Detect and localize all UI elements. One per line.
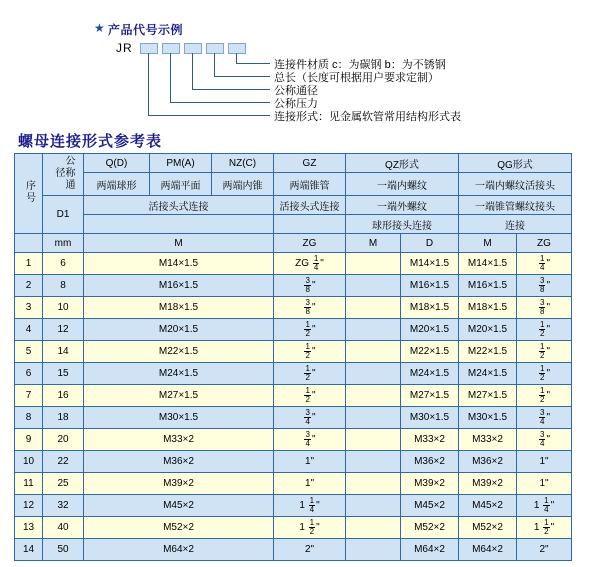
header-taper-pipe-thread: 一端锥管螺纹接头 bbox=[459, 196, 572, 215]
code-prefix: JR bbox=[116, 41, 133, 55]
cell-qg-zg: 1" bbox=[517, 451, 572, 473]
cell-qg-m: M18×1.5 bbox=[459, 297, 517, 319]
header-index: 序号 bbox=[15, 154, 43, 234]
header-group-gz: GZ bbox=[274, 154, 346, 173]
cell-gz-zg: $\frac{3}{4}$ " bbox=[274, 407, 346, 429]
cell-qg-zg: $\frac{1}{2}$ " bbox=[517, 319, 572, 341]
cell-q-m: M52×2 bbox=[84, 517, 274, 539]
cell-dn: 16 bbox=[43, 385, 84, 407]
legend-label-nominal-pressure: 公称压力 bbox=[274, 98, 318, 110]
cell-qg-m: M22×1.5 bbox=[459, 341, 517, 363]
cell-index: 4 bbox=[15, 319, 43, 341]
cell-q-m: M36×2 bbox=[84, 451, 274, 473]
header-group-qz: QZ形式 bbox=[346, 154, 459, 173]
header-unit-qg-m: M bbox=[459, 234, 517, 253]
cell-dn: 18 bbox=[43, 407, 84, 429]
table-body bbox=[15, 253, 572, 561]
product-code-legend bbox=[0, 0, 600, 130]
cell-qz-m bbox=[346, 253, 401, 275]
header-row-5 bbox=[15, 234, 572, 253]
cell-q-m: M16×1.5 bbox=[84, 275, 274, 297]
header-unit-qz-m: M bbox=[346, 234, 401, 253]
cell-qg-m: M14×1.5 bbox=[459, 253, 517, 275]
legend-label-connection-type: 连接形式：见金属软管常用结构形式表 bbox=[274, 111, 461, 123]
cell-gz-zg: $\frac{1}{2}$ " bbox=[274, 341, 346, 363]
header-group-nz: NZ(C) bbox=[212, 154, 274, 173]
code-blank-2 bbox=[162, 43, 180, 54]
header-group-q: Q(D) bbox=[84, 154, 150, 173]
cell-dn: 8 bbox=[43, 275, 84, 297]
cell-gz-zg: $\frac{1}{2}$ " bbox=[274, 363, 346, 385]
cell-qg-m: M64×2 bbox=[459, 539, 517, 561]
header-group-qg: QG形式 bbox=[459, 154, 572, 173]
cell-index: 8 bbox=[15, 407, 43, 429]
code-blank-5 bbox=[228, 43, 246, 54]
table-row bbox=[15, 473, 572, 495]
cell-qz-d: M14×1.5 bbox=[401, 253, 459, 275]
cell-index: 12 bbox=[15, 495, 43, 517]
table-row bbox=[15, 253, 572, 275]
header-external-thread: 一端外螺纹 bbox=[346, 196, 459, 215]
header-unit-mm: mm bbox=[43, 234, 84, 253]
cell-index: 11 bbox=[15, 473, 43, 495]
cell-index: 5 bbox=[15, 341, 43, 363]
cell-qz-m bbox=[346, 385, 401, 407]
cell-qz-d: M20×1.5 bbox=[401, 319, 459, 341]
header-unit-qg-zg: ZG bbox=[517, 234, 572, 253]
cell-index: 3 bbox=[15, 297, 43, 319]
cell-q-m: M27×1.5 bbox=[84, 385, 274, 407]
cell-qg-zg: $\frac{3}{8}$ " bbox=[517, 297, 572, 319]
cell-qz-d: M16×1.5 bbox=[401, 275, 459, 297]
cell-qz-m bbox=[346, 517, 401, 539]
header-union-connection-mid: 活接头式连接 bbox=[274, 196, 346, 215]
cell-qz-d: M18×1.5 bbox=[401, 297, 459, 319]
table bbox=[14, 153, 572, 561]
header-unit-qz-d: D bbox=[401, 234, 459, 253]
cell-qz-m bbox=[346, 429, 401, 451]
cell-index: 1 bbox=[15, 253, 43, 275]
cell-gz-zg: $\frac{1}{2}$ " bbox=[274, 385, 346, 407]
cell-gz-zg: 1 $\frac{1}{4}$ " bbox=[274, 495, 346, 517]
table-row bbox=[15, 319, 572, 341]
cell-index: 13 bbox=[15, 517, 43, 539]
leader-line-h4 bbox=[214, 76, 270, 77]
leader-line-v4 bbox=[214, 53, 215, 76]
cell-qz-m bbox=[346, 407, 401, 429]
cell-q-m: M30×1.5 bbox=[84, 407, 274, 429]
page-title: 螺母连接形式参考表 bbox=[18, 133, 163, 150]
cell-dn: 40 bbox=[43, 517, 84, 539]
cell-qz-m bbox=[346, 539, 401, 561]
header-sub-pm: 两端平面 bbox=[150, 173, 212, 196]
legend-label-length: 总长（长度可根据用户要求定制） bbox=[274, 72, 439, 84]
cell-q-m: M20×1.5 bbox=[84, 319, 274, 341]
cell-qz-d: M45×2 bbox=[401, 495, 459, 517]
table-head bbox=[15, 154, 572, 253]
cell-qz-d: M33×2 bbox=[401, 429, 459, 451]
cell-qz-m bbox=[346, 363, 401, 385]
code-blank-4 bbox=[206, 43, 224, 54]
table-row bbox=[15, 539, 572, 561]
leader-line-v2 bbox=[170, 53, 171, 102]
cell-index: 6 bbox=[15, 363, 43, 385]
header-sub-qz: 一端内螺纹 bbox=[346, 173, 459, 196]
cell-dn: 15 bbox=[43, 363, 84, 385]
cell-qg-zg: $\frac{1}{2}$ " bbox=[517, 385, 572, 407]
cell-qg-zg: $\frac{1}{2}$ " bbox=[517, 341, 572, 363]
legend-label-material: 连接件材质 c：为碳钢 b：为不锈钢 bbox=[274, 59, 446, 71]
cell-dn: 20 bbox=[43, 429, 84, 451]
table-row bbox=[15, 517, 572, 539]
table-row bbox=[15, 363, 572, 385]
cell-gz-zg: 1" bbox=[274, 473, 346, 495]
cell-qz-d: M27×1.5 bbox=[401, 385, 459, 407]
cell-qg-zg: $\frac{3}{4}$ " bbox=[517, 407, 572, 429]
cell-dn: 12 bbox=[43, 319, 84, 341]
cell-qz-m bbox=[346, 319, 401, 341]
cell-qg-m: M27×1.5 bbox=[459, 385, 517, 407]
table-row bbox=[15, 429, 572, 451]
header-d1: D1 bbox=[43, 196, 84, 234]
cell-dn: 14 bbox=[43, 341, 84, 363]
cell-q-m: M24×1.5 bbox=[84, 363, 274, 385]
cell-qg-zg: 1" bbox=[517, 473, 572, 495]
cell-qz-d: M36×2 bbox=[401, 451, 459, 473]
header-sub-qg: 一端内螺纹活接头 bbox=[459, 173, 572, 196]
cell-dn: 25 bbox=[43, 473, 84, 495]
header-sub-q: 两端球形 bbox=[84, 173, 150, 196]
header-unit-zg: ZG bbox=[274, 234, 346, 253]
cell-qg-m: M30×1.5 bbox=[459, 407, 517, 429]
cell-qz-d: M52×2 bbox=[401, 517, 459, 539]
cell-qg-m: M24×1.5 bbox=[459, 363, 517, 385]
cell-q-m: M39×2 bbox=[84, 473, 274, 495]
table-row bbox=[15, 385, 572, 407]
cell-q-m: M22×1.5 bbox=[84, 341, 274, 363]
leader-line-h2 bbox=[170, 102, 270, 103]
cell-dn: 6 bbox=[43, 253, 84, 275]
table-row bbox=[15, 407, 572, 429]
cell-gz-zg: 2" bbox=[274, 539, 346, 561]
cell-dn: 10 bbox=[43, 297, 84, 319]
cell-qz-m bbox=[346, 297, 401, 319]
header-sub-gz: 两端锥管 bbox=[274, 173, 346, 196]
header-blank-left bbox=[84, 215, 274, 234]
cell-qz-d: M39×2 bbox=[401, 473, 459, 495]
cell-gz-zg: ZG $\frac{1}{4}$ " bbox=[274, 253, 346, 275]
cell-qg-m: M45×2 bbox=[459, 495, 517, 517]
cell-gz-zg: $\frac{3}{8}$ " bbox=[274, 275, 346, 297]
code-blank-3 bbox=[184, 43, 202, 54]
header-sub-nz: 两端内锥 bbox=[212, 173, 274, 196]
cell-qz-m bbox=[346, 473, 401, 495]
cell-qz-d: M22×1.5 bbox=[401, 341, 459, 363]
header-row-1 bbox=[15, 154, 572, 173]
cell-qg-m: M16×1.5 bbox=[459, 275, 517, 297]
cell-gz-zg: $\frac{3}{8}$ " bbox=[274, 297, 346, 319]
cell-qg-zg: 1 $\frac{1}{2}$ " bbox=[517, 517, 572, 539]
nut-connection-table bbox=[14, 153, 572, 561]
legend-label-nominal-diameter: 公称通径 bbox=[274, 85, 318, 97]
cell-dn: 50 bbox=[43, 539, 84, 561]
leader-line-v3 bbox=[192, 53, 193, 89]
header-group-pm: PM(A) bbox=[150, 154, 212, 173]
leader-line-h1 bbox=[148, 115, 270, 116]
cell-qg-zg: $\frac{3}{4}$ " bbox=[517, 429, 572, 451]
cell-index: 7 bbox=[15, 385, 43, 407]
table-row bbox=[15, 297, 572, 319]
header-unit-m: M bbox=[84, 234, 274, 253]
cell-qg-zg: $\frac{3}{8}$ " bbox=[517, 275, 572, 297]
legend-title: 产品代号示例 bbox=[108, 23, 184, 37]
cell-qz-d: M64×2 bbox=[401, 539, 459, 561]
cell-index: 9 bbox=[15, 429, 43, 451]
cell-index: 10 bbox=[15, 451, 43, 473]
leader-line-h5 bbox=[236, 63, 270, 64]
table-row bbox=[15, 495, 572, 517]
cell-dn: 22 bbox=[43, 451, 84, 473]
header-connection: 连接 bbox=[459, 215, 572, 234]
cell-qz-m bbox=[346, 275, 401, 297]
header-ball-joint: 球形接头连接 bbox=[346, 215, 459, 234]
cell-index: 14 bbox=[15, 539, 43, 561]
header-unit-blank bbox=[15, 234, 43, 253]
cell-qg-m: M20×1.5 bbox=[459, 319, 517, 341]
cell-gz-zg: $\frac{3}{4}$ " bbox=[274, 429, 346, 451]
cell-q-m: M18×1.5 bbox=[84, 297, 274, 319]
header-union-connection-left: 活接头式连接 bbox=[84, 196, 274, 215]
cell-q-m: M14×1.5 bbox=[84, 253, 274, 275]
table-row bbox=[15, 451, 572, 473]
cell-dn: 32 bbox=[43, 495, 84, 517]
code-blank-1 bbox=[140, 43, 158, 54]
header-row-3 bbox=[15, 196, 572, 215]
leader-line-v5 bbox=[236, 53, 237, 63]
star-icon: ★ bbox=[94, 21, 105, 35]
cell-qz-m bbox=[346, 451, 401, 473]
header-dn: 公称通径 bbox=[43, 154, 84, 196]
header-row-4 bbox=[15, 215, 572, 234]
cell-q-m: M64×2 bbox=[84, 539, 274, 561]
cell-q-m: M33×2 bbox=[84, 429, 274, 451]
cell-qg-zg: 1 $\frac{1}{4}$ " bbox=[517, 495, 572, 517]
header-blank-gz bbox=[274, 215, 346, 234]
table-row bbox=[15, 275, 572, 297]
cell-qg-m: M36×2 bbox=[459, 451, 517, 473]
cell-qg-m: M52×2 bbox=[459, 517, 517, 539]
cell-qg-m: M33×2 bbox=[459, 429, 517, 451]
table-row bbox=[15, 341, 572, 363]
cell-qz-d: M30×1.5 bbox=[401, 407, 459, 429]
cell-qg-zg: 2" bbox=[517, 539, 572, 561]
cell-qz-m bbox=[346, 495, 401, 517]
cell-gz-zg: 1 $\frac{1}{2}$ " bbox=[274, 517, 346, 539]
header-row-2 bbox=[15, 173, 572, 196]
cell-q-m: M45×2 bbox=[84, 495, 274, 517]
cell-qz-m bbox=[346, 341, 401, 363]
cell-qz-d: M24×1.5 bbox=[401, 363, 459, 385]
cell-gz-zg: $\frac{1}{2}$ " bbox=[274, 319, 346, 341]
leader-line-v1 bbox=[148, 53, 149, 115]
leader-line-h3 bbox=[192, 89, 270, 90]
cell-gz-zg: 1" bbox=[274, 451, 346, 473]
cell-qg-m: M39×2 bbox=[459, 473, 517, 495]
cell-qg-zg: $\frac{1}{4}$ " bbox=[517, 253, 572, 275]
cell-qg-zg: $\frac{1}{2}$ " bbox=[517, 363, 572, 385]
cell-index: 2 bbox=[15, 275, 43, 297]
